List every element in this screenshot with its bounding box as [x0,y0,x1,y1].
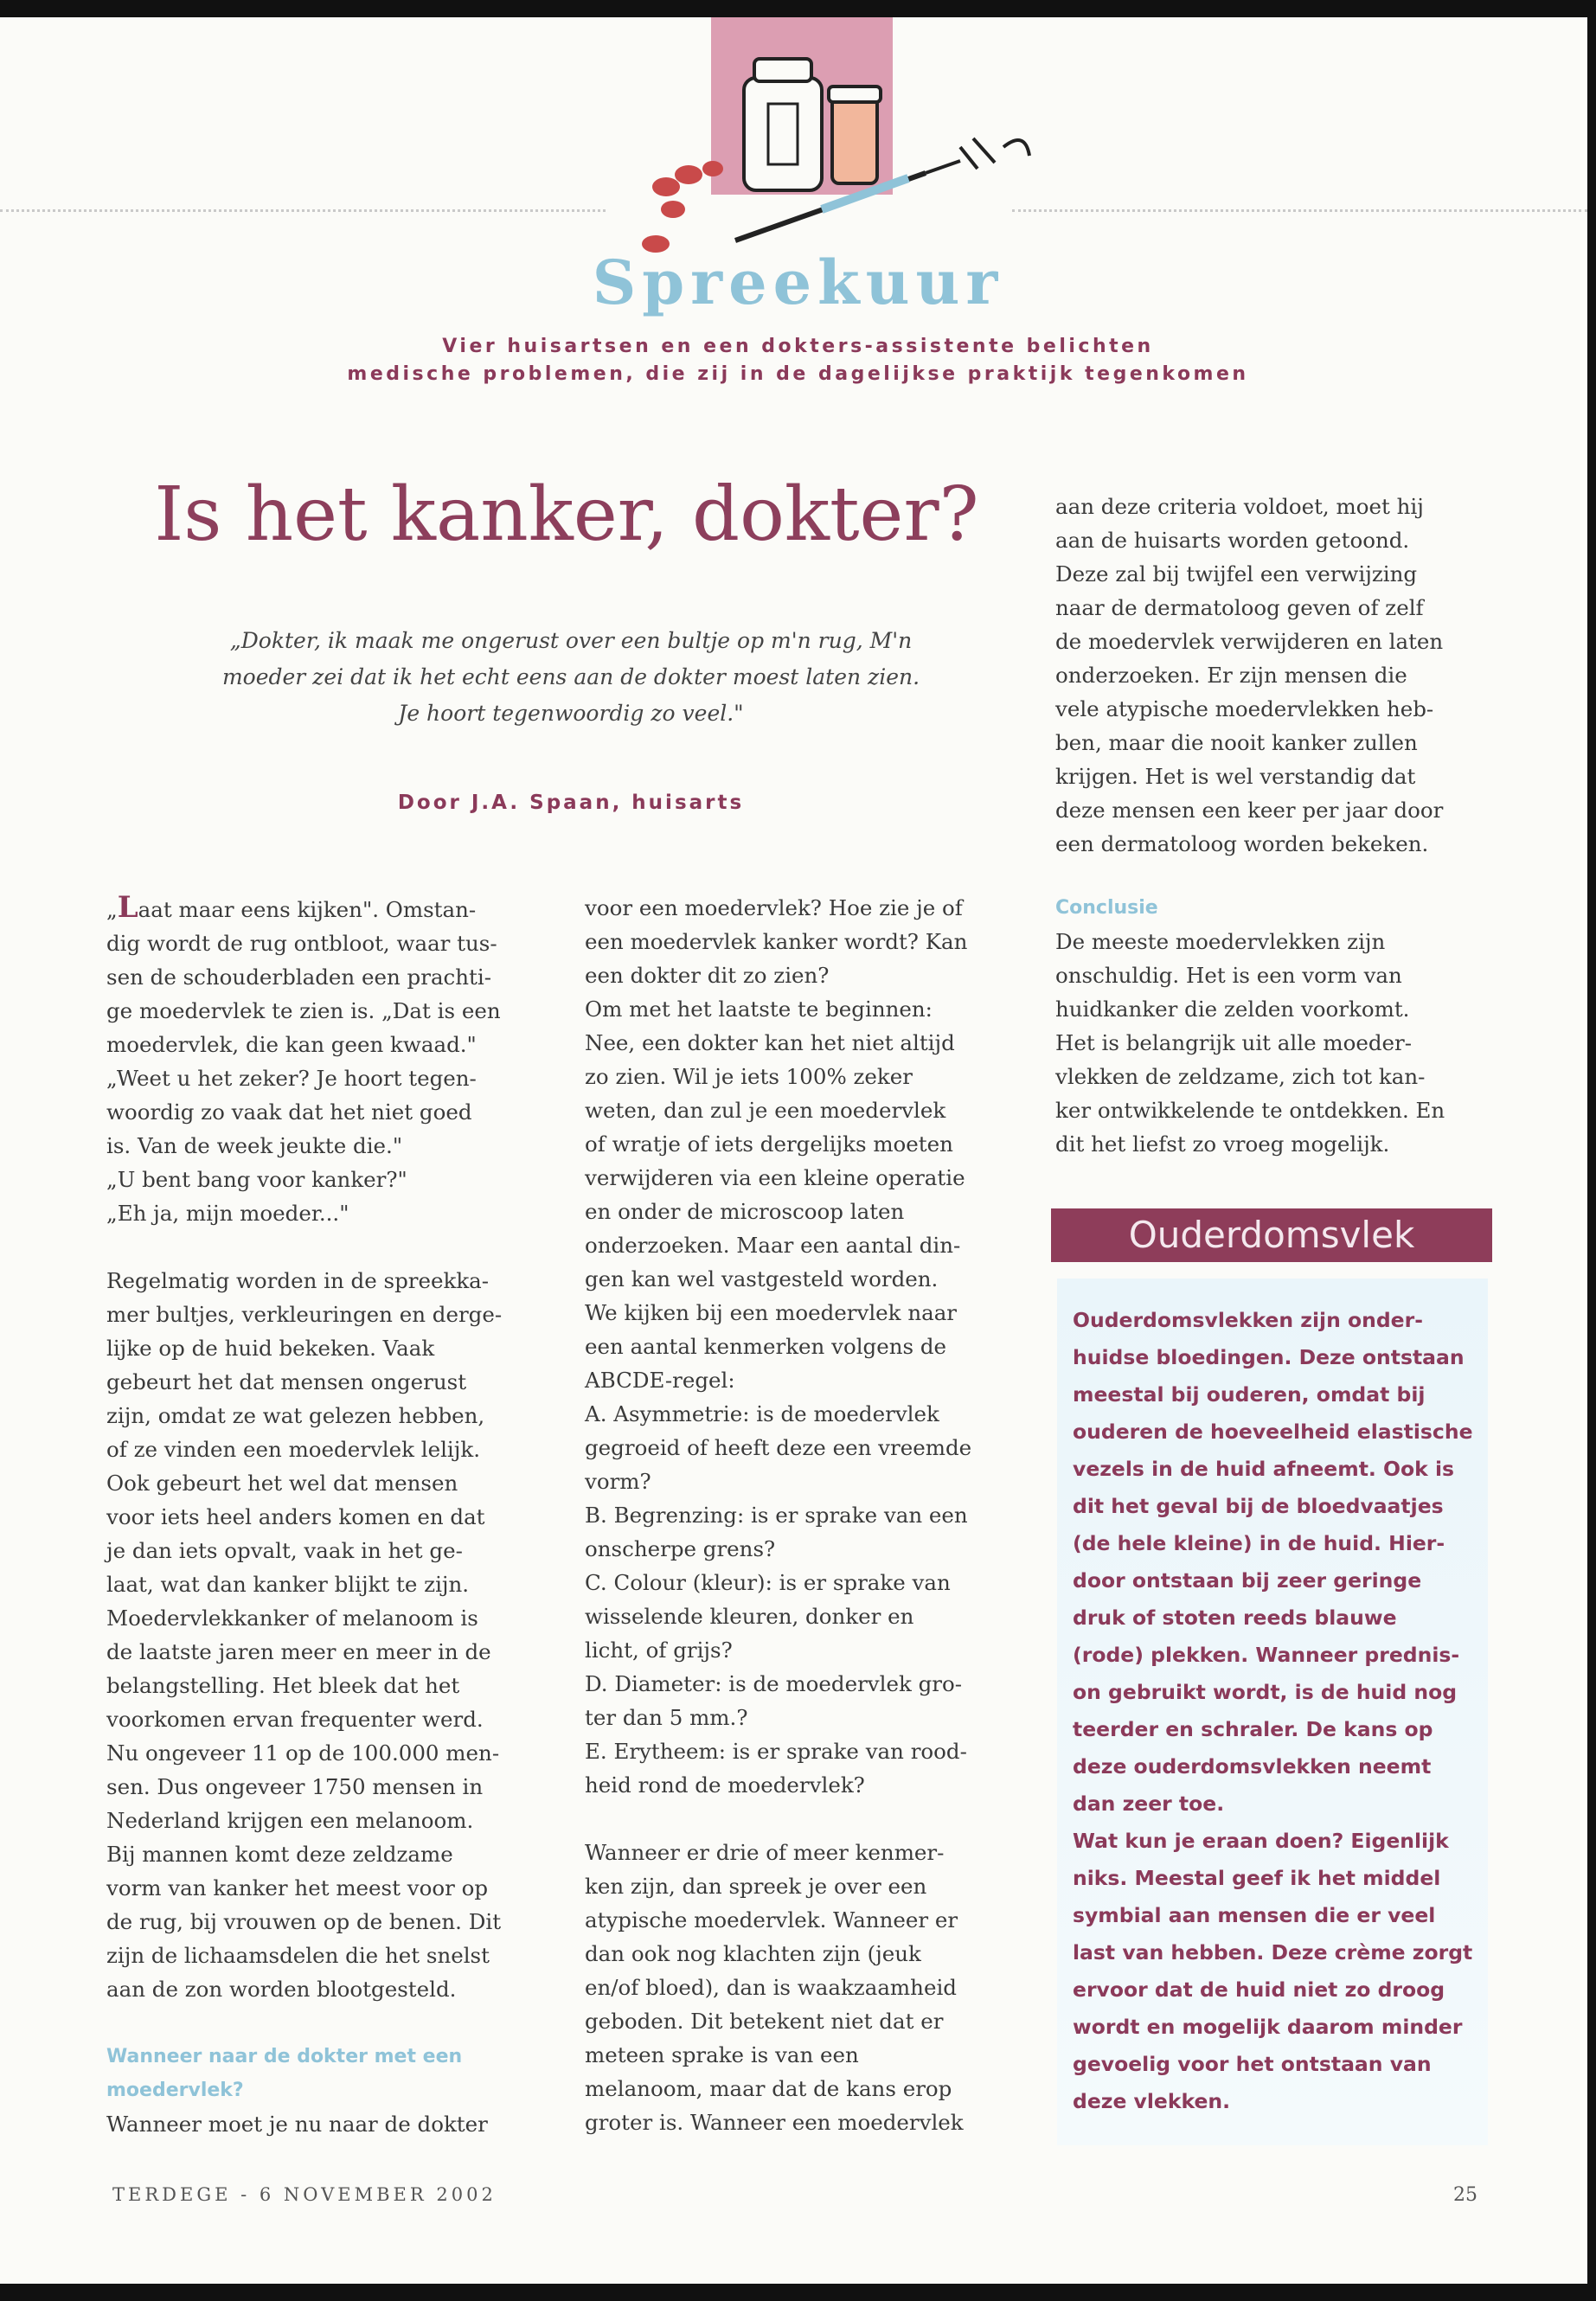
article-headline: Is het kanker, dokter? [154,471,979,558]
body-line: melanoom, maar dat de kans erop [585,2076,952,2101]
body-line: Bij mannen komt deze zeldzame [106,1842,453,1867]
body-line: meteen sprake is van een [585,2042,859,2067]
body-line: aan de huisarts worden getoond. [1055,528,1410,553]
page-frame-bottom [0,2284,1596,2301]
body-line: Nederland krijgen een melanoom. [106,1808,474,1833]
body-line: een moedervlek kanker wordt? Kan [585,929,968,954]
body-line: gegroeid of heeft deze een vreemde [585,1435,972,1460]
body-line: sen de schouderbladen een prachti- [106,965,492,990]
body-line: „Weet u het zeker? Je hoort tegen- [106,1066,477,1091]
body-line: zijn, omdat ze wat gelezen hebben, [106,1403,485,1428]
sidebar-title: Ouderdomsvlek [1051,1208,1492,1262]
sidebar-line: dan zeer toe. [1073,1791,1225,1816]
conclusie-heading: Conclusie [1055,897,1158,919]
dotted-rule-left [0,209,606,212]
body-line: of ze vinden een moedervlek lelijk. [106,1437,480,1462]
body-line: en/of bloed), dan is waakzaamheid [585,1975,957,2000]
body-line: Nu ongeveer 11 op de 100.000 men- [106,1740,500,1766]
body-line: B. Begrenzing: is er sprake van een [585,1503,968,1528]
body-line: onschuldig. Het is een vorm van [1055,963,1402,988]
quote-mark: „ [106,897,118,922]
sidebar-line: meestal bij ouderen, omdat bij [1073,1382,1426,1407]
body-line: ken zijn, dan spreek je over een [585,1874,927,1899]
body-line: naar de dermatoloog geven of zelf [1055,595,1424,620]
body-line: We kijken bij een moedervlek naar [585,1300,958,1325]
body-line: Ook gebeurt het wel dat mensen [106,1471,458,1496]
body-line: deze mensen een keer per jaar door [1055,798,1444,823]
masthead-title: Spreekuur [592,247,1004,318]
body-line: Regelmatig worden in de spreekka- [106,1268,490,1293]
body-line: ter dan 5 mm.? [585,1705,748,1730]
article-column-3 [1055,490,1497,861]
body-line: geboden. Dit betekent niet dat er [585,2009,944,2034]
body-line: „Eh ja, mijn moeder..." [106,1201,349,1226]
body-line: onscherpe grens? [585,1536,776,1561]
body-line: gebeurt het dat mensen ongerust [106,1369,467,1394]
body-line: mer bultjes, verkleuringen en derge- [106,1302,503,1327]
body-line: Het is belangrijk uit alle moeder- [1055,1030,1413,1055]
page-frame-top [0,0,1596,17]
body-line: de rug, bij vrouwen op de benen. Dit [106,1909,502,1934]
body-line: dig wordt de rug ontbloot, waar tus- [106,931,497,956]
sidebar-line: druk of stoten reeds blauwe [1073,1606,1397,1630]
body-line: een aantal kenmerken volgens de [585,1334,947,1359]
body-line: voorkomen ervan frequenter werd. [106,1707,484,1732]
masthead-subtitle [260,333,1336,388]
body-line: gen kan wel vastgesteld worden. [585,1266,939,1292]
body-line: C. Colour (kleur): is er sprake van [585,1570,951,1595]
body-line: „Laat maar eens kijken". Omstan- [106,890,477,925]
sidebar-line: huidse bloedingen. Deze ontstaan [1073,1345,1465,1369]
body-line: dan ook nog klachten zijn (jeuk [585,1941,921,1966]
body-line: zo zien. Wil je iets 100% zeker [585,1064,913,1089]
body-line: is. Van de week jeukte die." [106,1133,403,1158]
body-line: ker ontwikkelende te ontdekken. En [1055,1098,1445,1123]
body-line: verwijderen via een kleine operatie [585,1165,965,1190]
sidebar-line: ervoor dat de huid niet zo droog [1073,1977,1445,2002]
body-line: heid rond de moedervlek? [585,1772,865,1798]
body-line: Wanneer er drie of meer kenmer- [585,1840,945,1865]
body-line: vlekken de zeldzame, zich tot kan- [1055,1064,1426,1089]
body-line: de laatste jaren meer en meer in de [106,1639,491,1664]
section-subhead: Wanneer naar de dokter met een [106,2046,463,2067]
sidebar-body [1073,1302,1479,2120]
body-line: onderzoeken. Er zijn mensen die [1055,663,1407,688]
sidebar-line: symbial aan mensen die er veel [1073,1903,1436,1927]
sidebar-line: ouderen de hoeveelheid elastische [1073,1420,1473,1444]
body-line: groter is. Wanneer een moedervlek [585,2110,964,2135]
body-line: atypische moedervlek. Wanneer er [585,1907,958,1932]
body-line: sen. Dus ongeveer 1750 mensen in [106,1774,484,1799]
body-line: onderzoeken. Maar een aantal din- [585,1233,961,1258]
sidebar-line: vezels in de huid afneemt. Ook is [1073,1457,1455,1481]
body-line: weten, dan zul je een moedervlek [585,1098,946,1123]
body-line: krijgen. Het is wel verstandig dat [1055,764,1416,789]
sidebar-line: deze vlekken. [1073,2089,1231,2113]
body-line: Nee, een dokter kan het niet altijd [585,1030,955,1055]
sidebar-line: (de hele kleine) in de huid. Hier- [1073,1531,1445,1555]
body-line: huidkanker die zelden voorkomt. [1055,997,1410,1022]
body-line: laat, wat dan kanker blijkt te zijn. [106,1572,470,1597]
sidebar-line: dit het geval bij de bloedvaatjes [1073,1494,1444,1518]
body-line: De meeste moedervlekken zijn [1055,929,1386,954]
article-column-2 [585,891,1035,2139]
sidebar-line: Wat kun je eraan doen? Eigenlijk [1073,1829,1449,1853]
intro-line: „Dokter, ik maak me ongerust over een bultje op m'n rug, M'n [229,628,913,653]
drop-cap: L [117,890,138,925]
sidebar-line: Ouderdomsvlekken zijn onder- [1073,1308,1423,1332]
body-line: en onder de microscoop laten [585,1199,905,1224]
subtitle-line: Vier huisartsen en een dokters-assistente belichten [442,336,1154,357]
footer-page-number: 25 [1453,2184,1477,2206]
conclusie-section [1055,891,1497,1161]
sidebar-line: deze ouderdomsvlekken neemt [1073,1754,1432,1779]
body-line: zijn de lichaamsdelen die het snelst [106,1943,490,1968]
page-frame-right [1587,0,1596,2301]
body-line: of wratje of iets dergelijks moeten [585,1131,953,1157]
body-line: Om met het laatste te beginnen: [585,997,933,1022]
body-line: aan deze criteria voldoet, moet hij [1055,494,1424,519]
sidebar-line: niks. Meestal geef ik het middel [1073,1866,1441,1890]
body-line: je dan iets opvalt, vaak in het ge- [106,1538,463,1563]
article-intro-quote [173,623,969,732]
body-line: Moedervlekkanker of melanoom is [106,1606,478,1631]
section-subhead: moedervlek? [106,2080,244,2101]
body-line: voor een moedervlek? Hoe zie je of [585,895,963,920]
body-line: vele atypische moedervlekken heb- [1055,696,1434,721]
sidebar-line: (rode) plekken. Wanneer prednis- [1073,1643,1460,1667]
body-line: dit het liefst zo vroeg mogelijk. [1055,1131,1390,1157]
body-line: voor iets heel anders komen en dat [106,1504,485,1529]
body-line: ben, maar die nooit kanker zullen [1055,730,1418,755]
subtitle-line: medische problemen, die zij in de dagelijkse praktijk tegenkomen [347,363,1249,385]
body-line: de moedervlek verwijderen en laten [1055,629,1444,654]
body-line: belangstelling. Het bleek dat het [106,1673,460,1698]
intro-line: Je hoort tegenwoordig zo veel." [398,701,744,726]
sidebar-line: door ontstaan bij zeer geringe [1073,1568,1422,1593]
article-column-1 [106,891,556,2141]
intro-line: moeder zei dat ik het echt eens aan de dokter moest laten zien. [221,664,920,689]
sidebar-line: on gebruikt wordt, is de huid nog [1073,1680,1458,1704]
dotted-rule-right [1012,209,1587,212]
body-line: een dermatoloog worden bekeken. [1055,831,1429,856]
medicine-bottles-syringe-icon [631,17,1038,255]
body-line: wisselende kleuren, donker en [585,1604,914,1629]
body-line: vorm van kanker het meest voor op [106,1875,489,1900]
body-line: ABCDE-regel: [585,1368,735,1393]
article-byline: Door J.A. Spaan, huisarts [397,792,745,814]
body-line: woordig zo vaak dat het niet goed [106,1099,472,1125]
body-line: D. Diameter: is de moedervlek gro- [585,1671,963,1696]
body-line: een dokter dit zo zien? [585,963,830,988]
body-line: licht, of grijs? [585,1638,733,1663]
sidebar-line: gevoelig voor het ontstaan van [1073,2052,1432,2076]
body-line: A. Asymmetrie: is de moedervlek [585,1401,939,1426]
body-line: moedervlek, die kan geen kwaad." [106,1032,477,1057]
body-line: lijke op de huid bekeken. Vaak [106,1336,435,1361]
sidebar-line: teerder en schraler. De kans op [1073,1717,1433,1741]
body-line: „U bent bang voor kanker?" [106,1167,407,1192]
footer-publication: TERDEGE - 6 NOVEMBER 2002 [112,2184,497,2205]
body-line: Deze zal bij twijfel een verwijzing [1055,561,1418,586]
body-line: ge moedervlek te zien is. „Dat is een [106,998,501,1023]
sidebar-line: wordt en mogelijk daarom minder [1073,2015,1463,2039]
body-line: E. Erytheem: is er sprake van rood- [585,1739,967,1764]
body-line: aan de zon worden blootgesteld. [106,1977,457,2002]
body-line: vorm? [585,1469,651,1494]
body-line: Wanneer moet je nu naar de dokter [106,2112,488,2137]
sidebar-line: last van hebben. Deze crème zorgt [1073,1940,1473,1965]
